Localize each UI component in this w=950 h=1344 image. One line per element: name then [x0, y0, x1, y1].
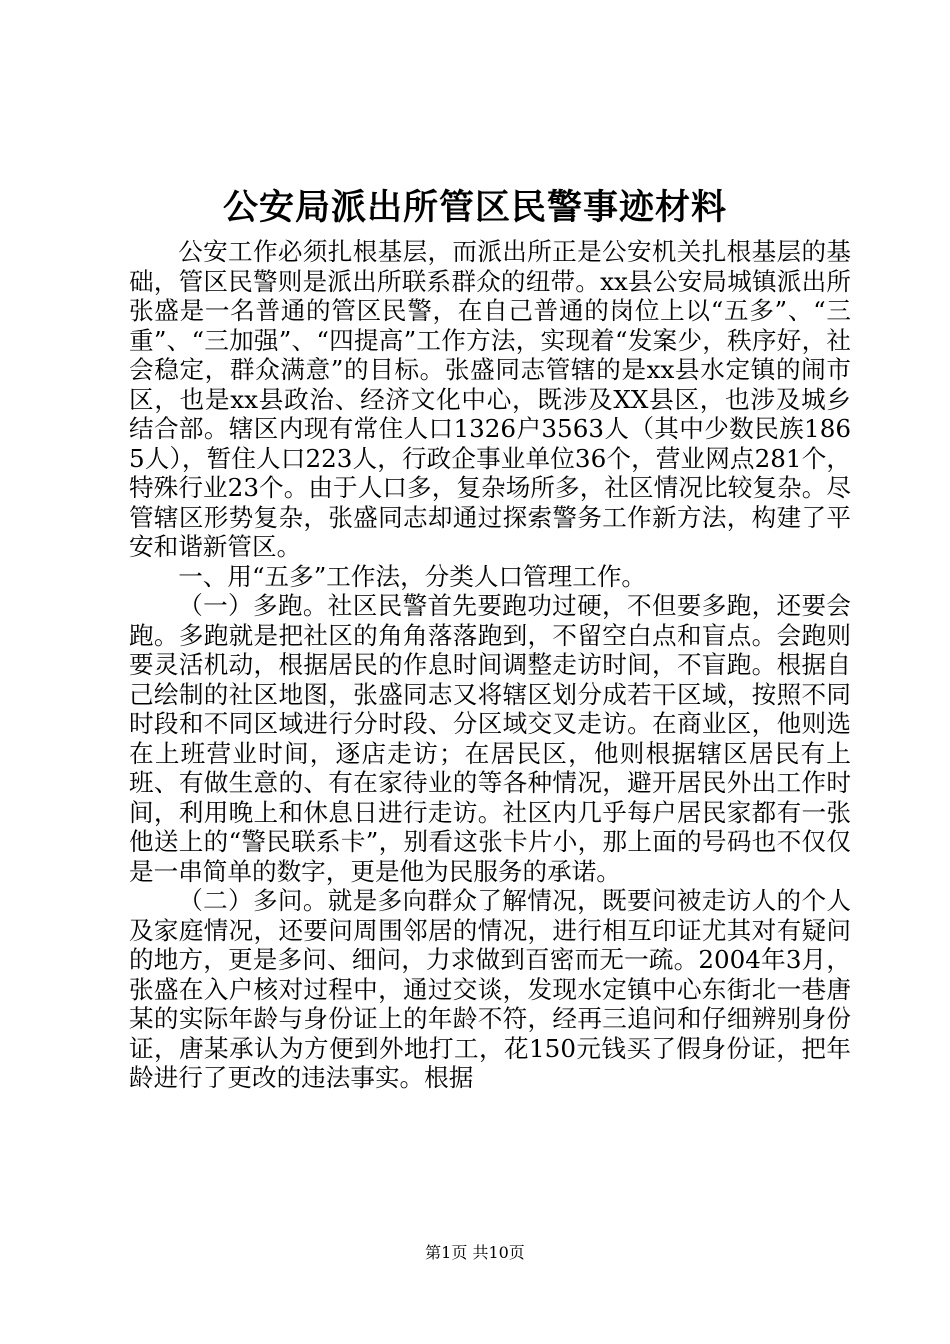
- paragraph-ask-more: （二）多问。就是多向群众了解情况，既要问被走访人的个人及家庭情况，还要问周围邻居的情况，进行相互印证尤其对有疑问的地方，更是多问、细问，力求做到百密而无一疏。2004年3月，张盛在入户核对过程中，通过交谈，发现水定镇中心东街北一巷唐某的实际年龄与身份证上的年龄不符，经再三追问和仔细辨别身份证，唐某承认为方便到外地打工，花150元钱买了假身份证，把年龄进行了更改的违法事实。根据: [129, 886, 851, 1092]
- document-title: 公安局派出所管区民警事迹材料: [222, 187, 727, 228]
- paragraph-run-more: （一）多跑。社区民警首先要跑功过硬，不但要多跑，还要会跑。多跑就是把社区的角角落落跑到，不留空白点和盲点。会跑则要灵活机动，根据居民的作息时间调整走访时间，不盲跑。根据自己绘制的社区地图，张盛同志又将辖区划分成若干区域，按照不同时段和不同区域进行分时段、分区域交叉走访。在商业区，他则选在上班营业时间，逐店走访；在居民区，他则根据辖区居民有上班、有做生意的、有在家待业的等各种情况，避开居民外出工作时间，利用晚上和休息日进行走访。社区内几乎每户居民家都有一张他送上的“警民联系卡”，别看这张卡片小，那上面的号码也不仅仅是一串简单的数字，更是他为民服务的承诺。: [129, 591, 851, 886]
- paragraph-intro: 公安工作必须扎根基层，而派出所正是公安机关扎根基层的基础，管区民警则是派出所联系群众的纽带。xx县公安局城镇派出所张盛是一名普通的管区民警，在自己普通的岗位上以“五多”、“三重”、“三加强”、“四提高”工作方法，实现着“发案少，秩序好，社会稳定，群众满意”的目标。张盛同志管辖的是xx县水定镇的闹市区，也是xx县政治、经济文化中心，既涉及XX县区，也涉及城乡结合部。辖区内现有常住人口1326户3563人（其中少数民族1865人），暂住人口223人，行政企事业单位36个，营业网点281个，特殊行业23个。由于人口多，复杂场所多，社区情况比较复杂。尽管辖区形势复杂，张盛同志却通过探索警务工作新方法，构建了平安和谐新管区。: [129, 237, 851, 561]
- page-footer: 第1页 共10页: [425, 1243, 525, 1262]
- document-body: [129, 237, 851, 1093]
- section-heading-five-more: 一、用“五多”工作法，分类人口管理工作。: [178, 561, 647, 591]
